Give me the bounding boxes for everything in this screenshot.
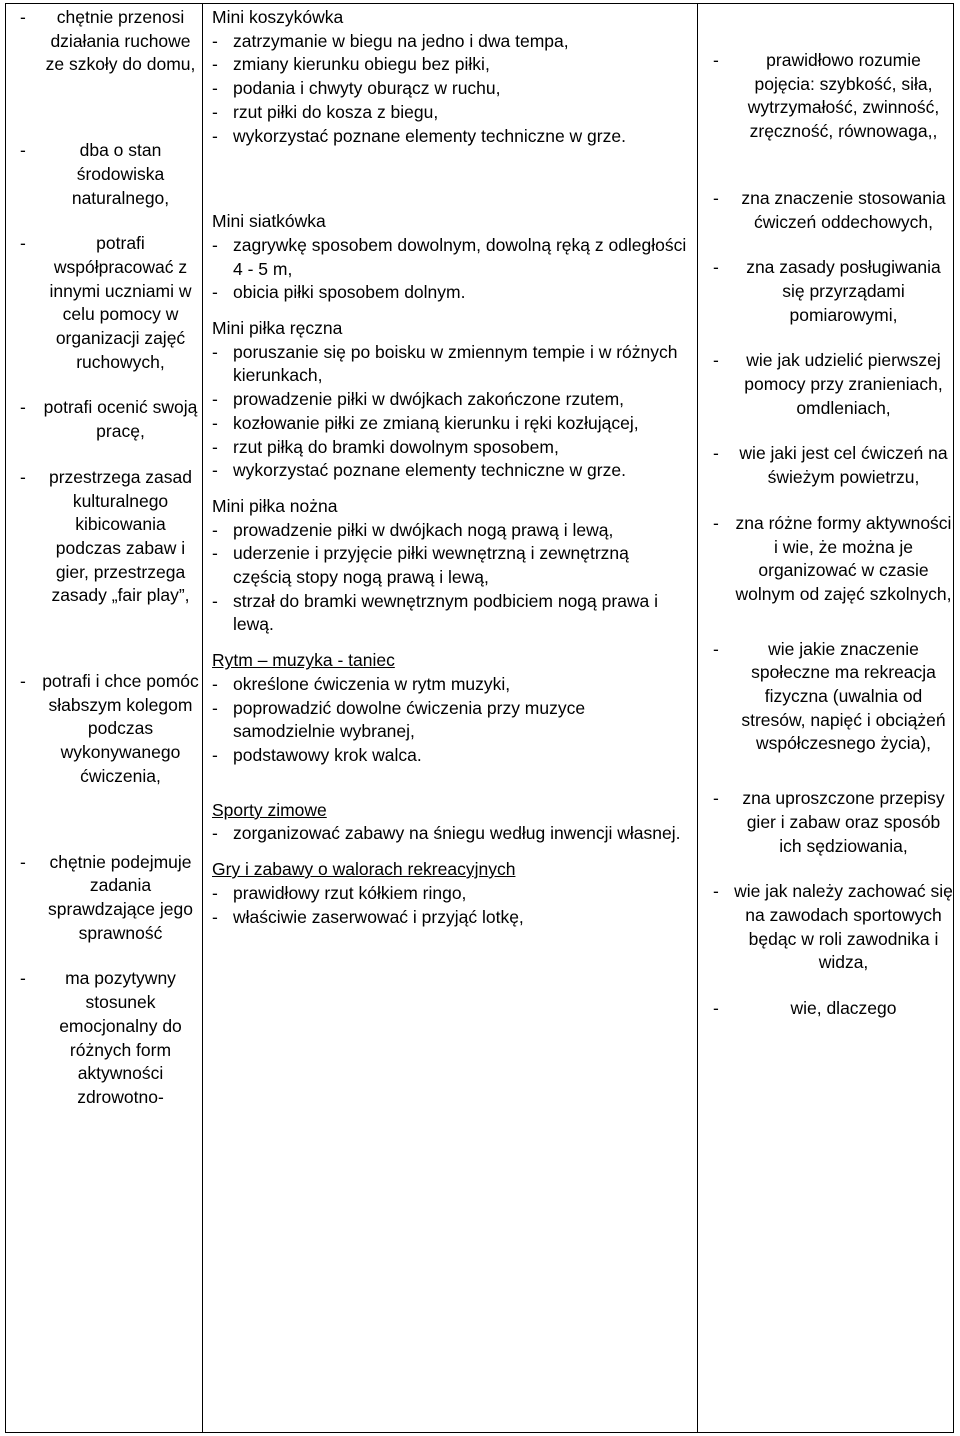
dash-marker: -	[212, 341, 223, 362]
dash-marker: -	[212, 823, 223, 844]
list-item: - zna znaczenie stosowania ćwiczeń oddechowych,	[713, 187, 953, 234]
list-item: - wie jaki jest cel ćwiczeń na świeżym powietrzu,	[713, 442, 953, 489]
list-item: - chętnie przenosi działania ruchowe ze szkoły do domu,	[20, 6, 200, 77]
list-item: - podstawowy krok walca.	[212, 744, 690, 768]
list-item: - poruszanie się po boisku w zmiennym tempie i w różnych kierunkach,	[212, 341, 690, 388]
table-border-top	[5, 3, 954, 4]
dash-marker: -	[212, 101, 223, 122]
list-item: - prowadzenie piłki w dwójkach zakończone rzutem,	[212, 388, 690, 412]
table-border-col2	[697, 3, 698, 1433]
table-border-right	[953, 3, 954, 1433]
list-item: - zmiany kierunku obiegu bez piłki,	[212, 53, 690, 77]
list-item: - prowadzenie piłki w dwójkach nogą prawą i lewą,	[212, 519, 690, 543]
dash-marker: -	[20, 140, 31, 161]
list-item: - strzał do bramki wewnętrznym podbiciem nogą prawa i lewą.	[212, 590, 690, 637]
dash-marker: -	[713, 187, 724, 208]
dash-marker: -	[713, 512, 724, 533]
dash-marker: -	[713, 998, 724, 1019]
dash-marker: -	[20, 397, 31, 418]
table-border-bottom	[5, 1432, 954, 1433]
list-item: - ma pozytywny stosunek emocjonalny do różnych form aktywności zdrowotno-	[20, 967, 200, 1109]
list-item: - wykorzystać poznane elementy techniczne w grze.	[212, 459, 690, 483]
list-item: - uderzenie i przyjęcie piłki wewnętrzną i zewnętrzną częścią stopy nogą prawą i lewą,	[212, 542, 690, 589]
list-item: - poprowadzić dowolne ćwiczenia przy muzyce samodzielnie wybranej,	[212, 697, 690, 744]
section-heading: Mini piłka ręczna	[212, 318, 343, 339]
list-item: - prawidłowo rozumie pojęcia: szybkość, siła, wytrzymałość, zwinność, zręczność, równowaga,,	[713, 49, 953, 144]
section-heading: Gry i zabawy o walorach rekreacyjnych	[212, 859, 516, 880]
dash-marker: -	[212, 673, 223, 694]
dash-marker: -	[20, 233, 31, 254]
dash-marker: -	[20, 466, 31, 487]
list-item: - rzut piłką do bramki dowolnym sposobem,	[212, 436, 690, 460]
dash-marker: -	[713, 638, 724, 659]
list-item: - zna uproszczone przepisy gier i zabaw oraz sposób ich sędziowania,	[713, 787, 953, 858]
dash-marker: -	[212, 78, 223, 99]
list-item: - potrafi współpracować z innymi uczniami w celu pomocy w organizacji zajęć ruchowych,	[20, 232, 200, 374]
dash-marker: -	[212, 412, 223, 433]
dash-marker: -	[212, 590, 223, 611]
list-item: - zna różne formy aktywności i wie, że można je organizować w czasie wolnym od zajęć szkolnych,	[713, 512, 953, 607]
list-item: - wykorzystać poznane elementy techniczne w grze.	[212, 125, 690, 149]
dash-marker: -	[212, 125, 223, 146]
table-border-col1	[202, 3, 203, 1433]
list-item: - potrafi ocenić swoją pracę,	[20, 396, 200, 443]
dash-marker: -	[713, 443, 724, 464]
dash-marker: -	[713, 788, 724, 809]
dash-marker: -	[212, 882, 223, 903]
column-knowledge	[713, 6, 953, 1021]
dash-marker: -	[212, 543, 223, 564]
list-item: - obicia piłki sposobem dolnym.	[212, 281, 690, 305]
column-skills	[212, 6, 690, 929]
list-item: - przestrzega zasad kulturalnego kibicowania podczas zabaw i gier, przestrzega zasady „fair play”,	[20, 466, 200, 608]
dash-marker: -	[713, 881, 724, 902]
column-attitudes	[20, 6, 200, 1110]
dash-marker: -	[20, 7, 31, 27]
dash-marker: -	[212, 54, 223, 75]
list-item: - zatrzymanie w biegu na jedno i dwa tempa,	[212, 30, 690, 54]
list-item: - wie jak należy zachować się na zawodach sportowych będąc w roli zawodnika i widza,	[713, 880, 953, 975]
dash-marker: -	[20, 968, 31, 989]
list-item: - podania i chwyty oburącz w ruchu,	[212, 77, 690, 101]
list-item: - zorganizować zabawy na śniegu według inwencji własnej.	[212, 822, 690, 846]
dash-marker: -	[20, 851, 31, 872]
section-heading: Rytm – muzyka - taniec	[212, 650, 395, 671]
dash-marker: -	[212, 906, 223, 927]
list-item: - wie jakie znaczenie społeczne ma rekreacja fizyczna (uwalnia od stresów, napięć i obciążeń współczesnego życia),	[713, 638, 953, 757]
list-item: - potrafi i chce pomóc słabszym kolegom podczas wykonywanego ćwiczenia,	[20, 670, 200, 789]
table-border-left	[5, 3, 6, 1433]
list-item: - wie, dlaczego	[713, 997, 953, 1021]
list-item: - właściwie zaserwować i przyjąć lotkę,	[212, 906, 690, 930]
dash-marker: -	[20, 671, 31, 692]
list-item: - rzut piłki do kosza z biegu,	[212, 101, 690, 125]
section-heading: Sporty zimowe	[212, 799, 327, 820]
list-item: - chętnie podejmuje zadania sprawdzające jego sprawność	[20, 851, 200, 946]
dash-marker: -	[212, 460, 223, 481]
dash-marker: -	[212, 389, 223, 410]
list-item: - wie jak udzielić pierwszej pomocy przy zranieniach, omdleniach,	[713, 349, 953, 420]
section-heading: Mini siatkówka	[212, 211, 326, 232]
list-item: - kozłowanie piłki ze zmianą kierunku i ręki kozłującej,	[212, 412, 690, 436]
dash-marker: -	[713, 257, 724, 278]
section-heading: Mini piłka nożna	[212, 495, 338, 516]
dash-marker: -	[212, 30, 223, 51]
dash-marker: -	[212, 436, 223, 457]
list-item: - prawidłowy rzut kółkiem ringo,	[212, 882, 690, 906]
dash-marker: -	[713, 350, 724, 371]
dash-marker: -	[212, 234, 223, 255]
section-heading: Mini koszykówka	[212, 7, 344, 27]
list-item: - zna zasady posługiwania się przyrządami pomiarowymi,	[713, 256, 953, 327]
dash-marker: -	[212, 282, 223, 303]
list-item: - określone ćwiczenia w rytm muzyki,	[212, 673, 690, 697]
list-item: - dba o stan środowiska naturalnego,	[20, 139, 200, 210]
dash-marker: -	[212, 519, 223, 540]
dash-marker: -	[713, 50, 724, 70]
dash-marker: -	[212, 697, 223, 718]
list-item: - zagrywkę sposobem dowolnym, dowolną ręką z odległości 4 - 5 m,	[212, 234, 690, 281]
dash-marker: -	[212, 744, 223, 765]
